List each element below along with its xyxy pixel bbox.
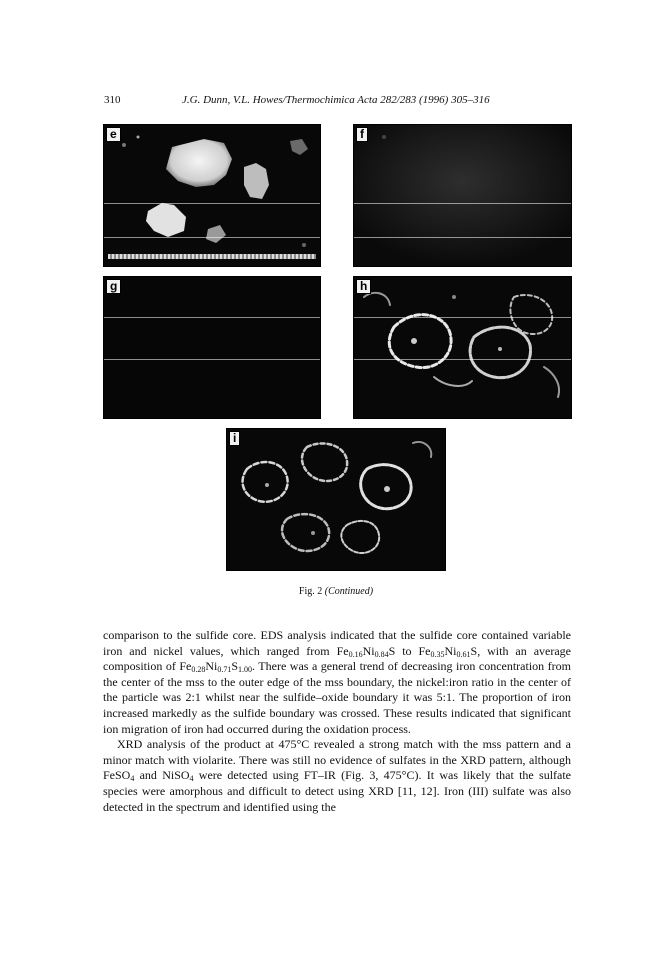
paragraph-1: comparison to the sulfide core. EDS analysis indicated that the sulfide core contained variable iron and nickel values, which ranged from $Fe_{0.16}Ni_{0.84}S$ to $Fe_{0.35}Ni_{0.61}S$, with an average composition of $Fe_{0.28}Ni_{0.71}S_{1.00}$. There was a general trend of decreasing iron concentration from the center of the mss to the outer edge of the mss boundary, the nickel:iron ratio in the center of the particle was 2:1 whilst near the sulfide–oxide boundary it was 5:1. The proportion of iron increased markedly as the sulfide boundary was crossed. These results indicated that significant ion migration of iron had occurred during the oxidation process. — [103, 628, 571, 736]
micrograph-panel-h — [353, 276, 572, 419]
formula-4: FeSO$_4$ — [103, 768, 135, 784]
paragraph-2: XRD analysis of the product at 475°C revealed a strong match with the mss pattern and a minor match with violarite. There was still no evidence of sulfates in the XRD pattern, although FeSO$_4$ and NiSO$_4$ were detected using FT–IR (Fig. 3, 475°C). It was likely that the sulfate species were amorphous and difficult to detect using XRD [11, 12]. Iron (III) sulfate was also detected in the spectrum and identified using the — [103, 737, 572, 814]
micrograph-h-image — [354, 277, 571, 418]
journal-citation: J.G. Dunn, V.L. Howes/Thermochimica Acta 282/283 (1996) 305–316 — [182, 94, 490, 106]
micrograph-panel-g — [103, 276, 321, 419]
scale-bar — [108, 254, 316, 259]
micrograph-panel-i — [226, 428, 446, 571]
caption-continued: (Continued) — [324, 586, 374, 597]
panel-label-f: f — [356, 127, 368, 142]
panel-label-e: e — [106, 127, 121, 142]
body-text — [103, 628, 571, 815]
formula-3: $Fe_{0.28}Ni_{0.71}S_{1.00}$ — [179, 659, 253, 675]
caption-prefix: Fig. 2 — [298, 586, 323, 597]
micrograph-i-image — [227, 429, 445, 570]
micrograph-panel-e — [103, 124, 321, 267]
formula-5: NiSO$_4$ — [162, 768, 194, 784]
page-number: 310 — [104, 94, 121, 106]
figure-caption — [0, 586, 672, 597]
formula-1: $Fe_{0.16}Ni_{0.84}S$ — [336, 643, 396, 659]
panel-label-g: g — [106, 279, 121, 294]
formula-2: $Fe_{0.35}Ni_{0.61}S$ — [418, 643, 478, 659]
panel-label-i: i — [229, 431, 240, 446]
micrograph-g-image — [104, 277, 320, 418]
micrograph-panel-f — [353, 124, 572, 267]
panel-label-h: h — [356, 279, 371, 294]
micrograph-f-image — [354, 125, 571, 266]
micrograph-e-image — [104, 125, 320, 266]
